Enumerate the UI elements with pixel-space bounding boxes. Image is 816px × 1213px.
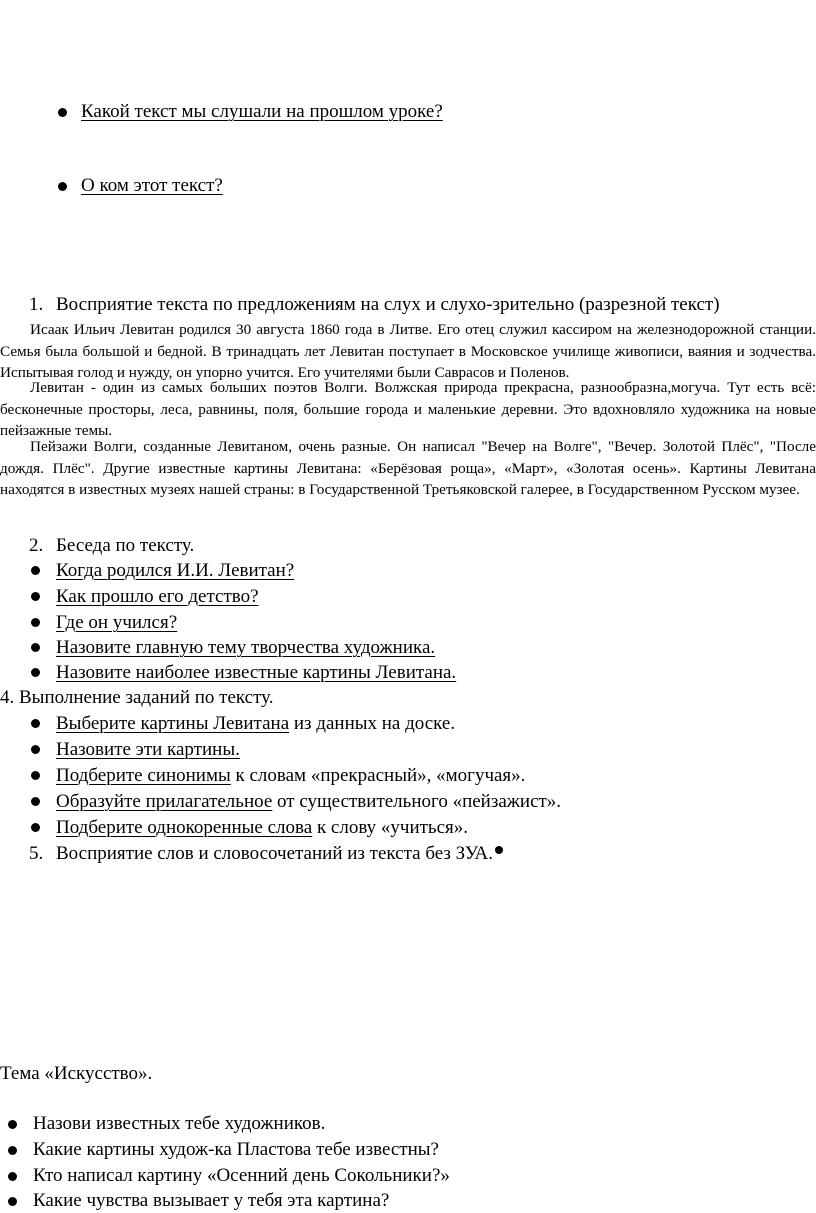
section4-task-1	[56, 712, 455, 736]
task-rest: к словам «прекрасный», «могучая».	[230, 765, 526, 786]
trailing-bullet-icon	[495, 846, 503, 854]
top-question-1: Какой текст мы слушали на прошлом уроке?	[81, 101, 443, 122]
section2-question-3: Где он учился?	[56, 612, 178, 633]
task-underlined: Образуйте прилагательное	[56, 791, 273, 812]
bullet-icon	[58, 182, 67, 191]
top-question-2: О ком этот текст?	[81, 175, 223, 196]
bullet-icon	[8, 1197, 17, 1206]
bullet-icon	[58, 108, 67, 117]
theme-question-3: Кто написал картину «Осенний день Сокольники?»	[33, 1165, 450, 1186]
task-rest: к слову «учиться».	[312, 817, 469, 838]
section1-heading: Восприятие текста по предложениям на слух и слухо-зрительно (разрезной текст)	[56, 294, 720, 315]
bullet-icon	[8, 1120, 17, 1129]
bullet-icon	[31, 592, 40, 601]
section2-heading: Беседа по тексту.	[56, 535, 195, 556]
section4-task-3	[56, 764, 525, 788]
bullet-icon	[31, 797, 40, 806]
bullet-icon	[31, 771, 40, 780]
bullet-icon	[8, 1146, 17, 1155]
task-underlined: Подберите однокоренные слова	[56, 817, 313, 838]
theme-title: Тема «Искусство».	[0, 1063, 153, 1084]
bullet-icon	[31, 566, 40, 575]
section4-task-2	[56, 738, 240, 762]
section2-question-1: Когда родился И.И. Левитан?	[56, 560, 295, 581]
task-rest: из данных на доске.	[289, 713, 456, 734]
section5-line	[56, 842, 503, 866]
bullet-icon	[31, 668, 40, 677]
bullet-icon	[31, 719, 40, 728]
section1-paragraph-2: Левитан - один из самых больших поэтов Волги. Волжская природа прекрасна, разнообразна,могуча. Тут есть всё: бесконечные просторы, леса, равнины, поля, большие города и маленькие деревни. Это вдохновляло художника на новые пейзажные темы.	[0, 379, 816, 439]
task-underlined: Назовите эти картины.	[56, 739, 240, 760]
section1-paragraph-1: Исаак Ильич Левитан родился 30 августа 1860 года в Литве. Его отец служил кассиром на железнодорожной станции. Семья была большой и бедной. В тринадцать лет Левитан поступает в Московское училище живописи, ваяния и зодчества. Испытывая голод и нужду, он упорно учится. Его учителями были Саврасов и Поленов.	[0, 321, 816, 381]
task-underlined: Подберите синонимы	[56, 765, 231, 786]
section1-paragraph-3: Пейзажи Волги, созданные Левитаном, очень разные. Он написал "Вечер на Волге", "Вечер. Золотой Плёс", "После дождя. Плёс". Другие известные картины Левитана: «Берёзовая роща», «Март», «Золотая осень». Картины Левитана находятся в известных музеях нашей страны: в Государственной Третьяковской галерее, в Государственном Русском музее.	[0, 438, 816, 498]
section2-question-2: Как прошло его детство?	[56, 586, 259, 607]
theme-question-4: Какие чувства вызывает у тебя эта картина?	[33, 1190, 390, 1211]
section2-question-5: Назовите наиболее известные картины Левитана.	[56, 662, 457, 683]
section2-number: 2.	[29, 535, 44, 556]
task-underlined: Выберите картины Левитана	[56, 713, 290, 734]
bullet-icon	[31, 643, 40, 652]
section5-number: 5.	[29, 843, 44, 864]
bullet-icon	[31, 823, 40, 832]
section1-number: 1.	[29, 294, 44, 315]
bullet-icon	[31, 618, 40, 627]
section2-question-4: Назовите главную тему творчества художника.	[56, 637, 436, 658]
task-rest: от существительного «пейзажист».	[272, 791, 562, 812]
bullet-icon	[8, 1172, 17, 1181]
theme-question-2: Какие картины худож-ка Пластова тебе известны?	[33, 1139, 439, 1160]
bullet-icon	[31, 745, 40, 754]
section4-task-5	[56, 816, 468, 840]
section5-heading: Восприятие слов и словосочетаний из текста без ЗУА.	[56, 843, 493, 864]
theme-question-1: Назови известных тебе художников.	[33, 1113, 326, 1134]
section4-heading: 4. Выполнение заданий по тексту.	[0, 687, 274, 708]
section4-task-4	[56, 790, 561, 814]
